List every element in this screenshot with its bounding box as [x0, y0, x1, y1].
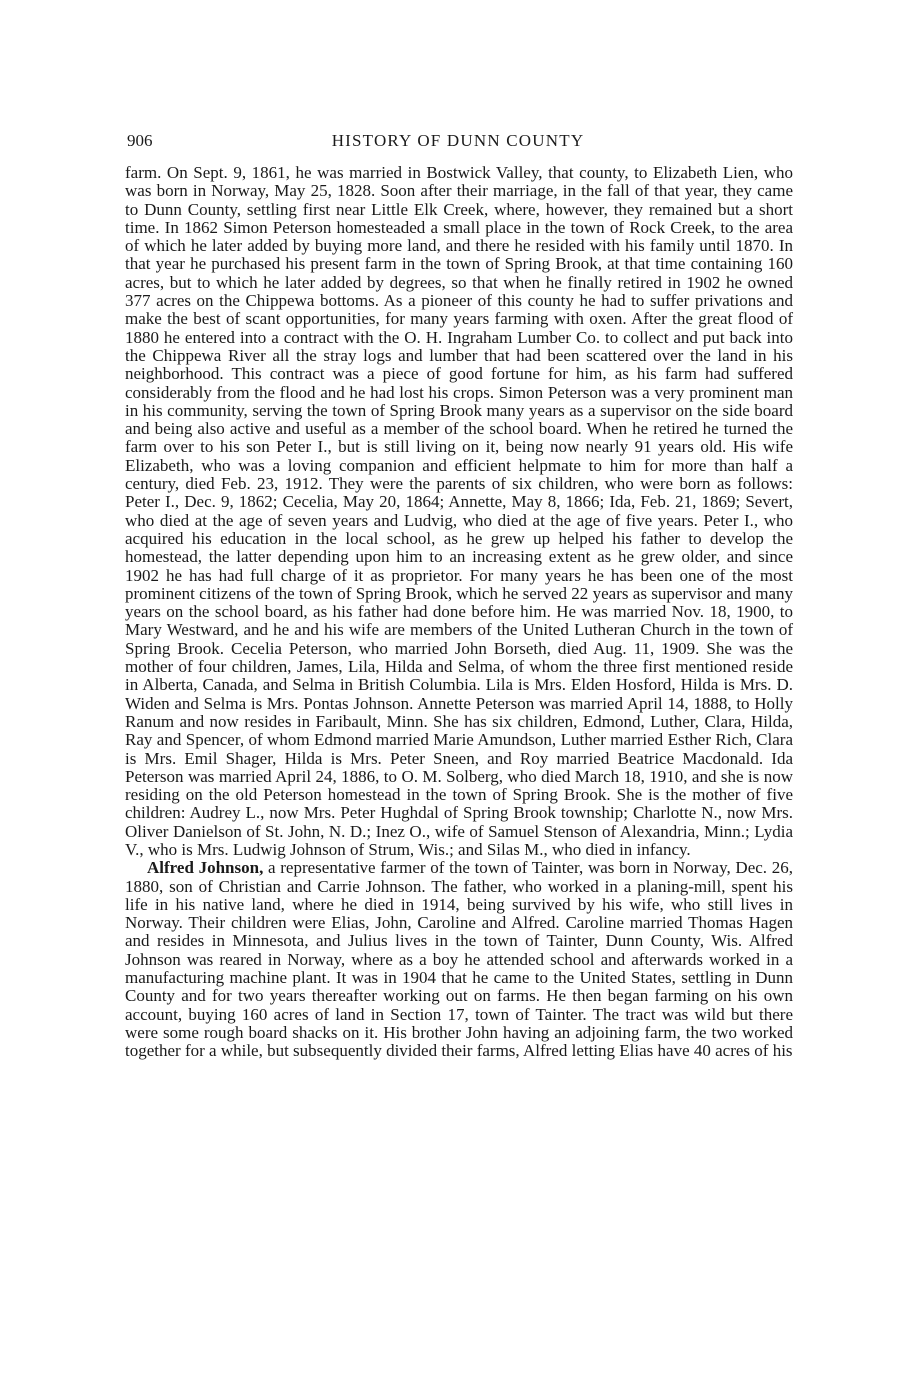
paragraph-alfred-johnson [125, 859, 793, 1060]
biography-subject-name: Alfred Johnson, [147, 858, 264, 878]
paragraph-peterson-family: farm. On Sept. 9, 1861, he was married in Bostwick Valley, that county, to Elizabeth Lien, who was born in Norway, May 25, 1828. Soon after their marriage, in the fall of that year, they came to Dunn County, settling first near Little Elk Creek, where, however, they remained but a short time. In 1862 Simon Peterson homesteaded a small place in the town of Rock Creek, to the area of which he later added by buying more land, and there he resided with his family until 1870. In that year he purchased his present farm in the town of Spring Brook, at that time containing 160 acres, but to which he later added by degrees, so that when he finally retired in 1902 he owned 377 acres on the Chippewa bottoms. As a pioneer of this county he had to suffer privations and make the best of scant opportunities, for many years farming with oxen. After the great flood of 1880 he entered into a contract with the O. H. Ingraham Lumber Co. to collect and put back into the Chippewa River all the stray logs and lumber that had been scattered over the land in his neighborhood. This contract was a piece of good fortune for him, as his farm had suffered considerably from the flood and he had lost his crops. Simon Peterson was a very prominent man in his community, serving the town of Spring Brook many years as a supervisor on the side board and being also active and useful as a member of the school board. When he retired he turned the farm over to his son Peter I., but is still living on it, being now nearly 91 years old. His wife Elizabeth, who was a loving companion and efficient helpmate to him for more than half a century, died Feb. 23, 1912. They were the parents of six children, who were born as follows: Peter I., Dec. 9, 1862; Cecelia, May 20, 1864; Annette, May 8, 1866; Ida, Feb. 21, 1869; Severt, who died at the age of seven years and Ludvig, who died at the age of five years. Peter I., who acquired his education in the local school, as he grew up helped his father to develop the homestead, the latter depending upon him to an increasing extent as he grew older, and since 1902 he has had full charge of it as proprietor. For many years he has been one of the most prominent citizens of the town of Spring Brook, which he served 22 years as supervisor and many years on the school board, as his father had done before him. He was married Nov. 18, 1900, to Mary Westward, and he and his wife are members of the United Lutheran Church in the town of Spring Brook. Cecelia Peterson, who married John Borseth, died Aug. 11, 1909. She was the mother of four children, James, Lila, Hilda and Selma, of whom the three first mentioned reside in Alberta, Canada, and Selma in British Columbia. Lila is Mrs. Elden Hosford, Hilda is Mrs. D. Widen and Selma is Mrs. Pontas Johnson. Annette Peterson was married April 14, 1888, to Holly Ranum and now resides in Faribault, Minn. She has six children, Edmond, Luther, Clara, Hilda, Ray and Spencer, of whom Edmond married Marie Amundson, Luther married Esther Rich, Clara is Mrs. Emil Shager, Hilda is Mrs. Peter Sneen, and Roy married Beatrice Macdonald. Ida Peterson was married April 24, 1886, to O. M. Solberg, who died March 18, 1910, and she is now residing on the old Peterson homestead in the town of Spring Brook. She is the mother of five children: Audrey L., now Mrs. Peter Hughdal of Spring Brook township; Charlotte N., now Mrs. Oliver Danielson of St. John, N. D.; Inez O., wife of Samuel Stenson of Alexandria, Minn.; Lydia V., who is Mrs. Ludwig Johnson of Strum, Wis.; and Silas M., who died in infancy. [125, 163, 793, 859]
page-number: 906 [127, 131, 153, 150]
biography-text: a representative farmer of the town of Tainter, was born in Norway, Dec. 26, 1880, son of Christian and Carrie Johnson. The father, who worked in a planing-mill, spent his life in his native land, where he died in 1914, being survived by his wife, who still lives in Norway. Their children were Elias, John, Caroline and Alfred. Caroline married Thomas Hagen and resides in Minnesota, and Julius lives in the town of Tainter, Dunn County, Wis. Alfred Johnson was reared in Norway, where as a boy he attended school and afterwards worked in a manufacturing machine plant. It was in 1904 that he came to the United States, settling in Dunn County and for two years thereafter working out on farms. He then began farming on his own account, buying 160 acres of land in Section 17, town of Tainter. The tract was wild but there were some rough board shacks on it. His brother John having an adjoining farm, the two worked together for a while, but subsequently divided their farms, Alfred letting Elias have 40 acres of his [125, 858, 793, 1061]
running-head: HISTORY OF DUNN COUNTY [331, 131, 585, 150]
body-text [125, 164, 793, 1061]
